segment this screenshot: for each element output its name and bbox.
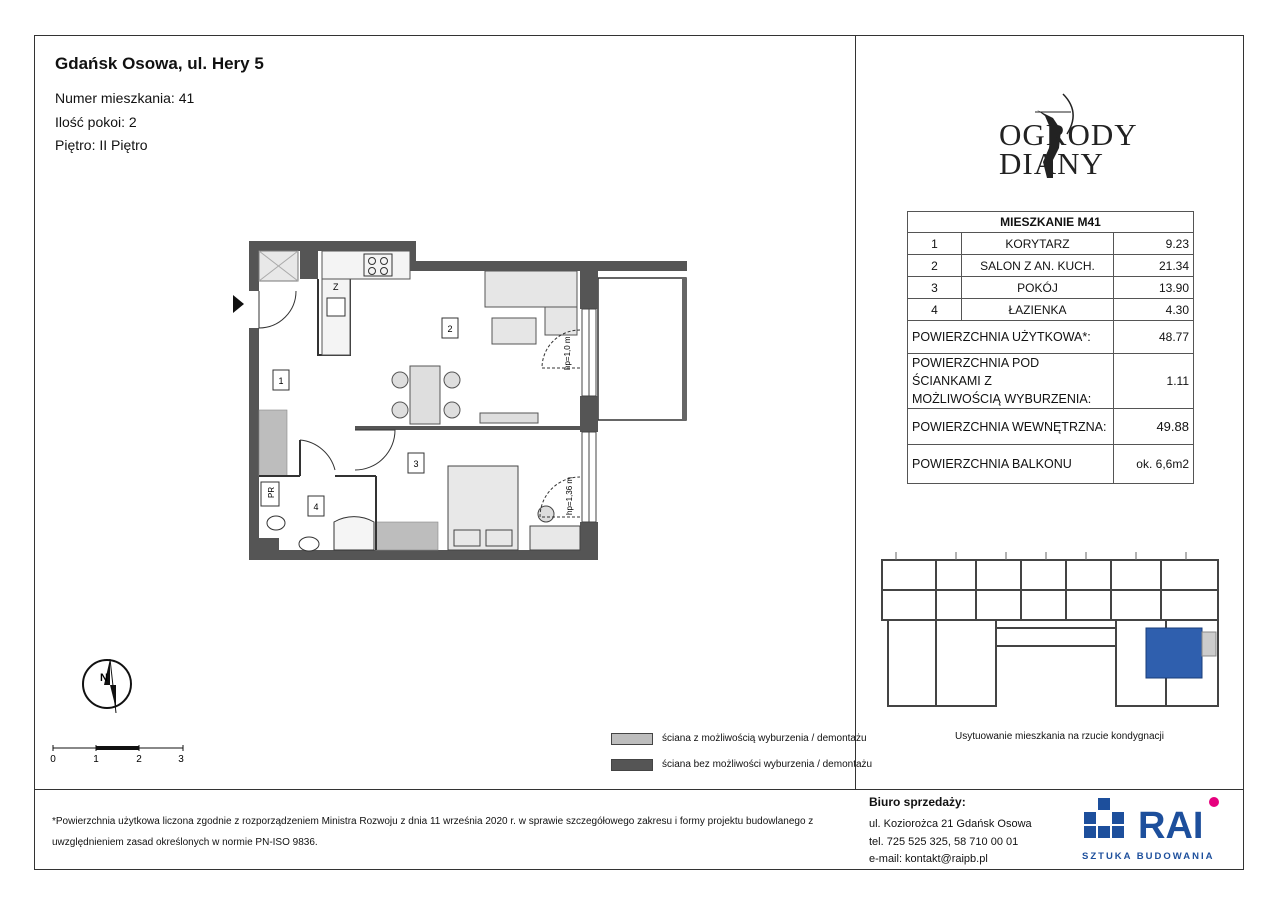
tv-cabinet-icon (480, 413, 538, 423)
internal-area-label: POWIERZCHNIA WEWNĘTRZNA: (908, 409, 1114, 445)
balcony-area-label: POWIERZCHNIA BALKONU (908, 445, 1114, 484)
apartment-number: Numer mieszkania: 41 (55, 90, 195, 106)
room-area: 4.30 (1114, 299, 1194, 321)
room-number-4: 4 (313, 502, 319, 512)
sales-address: ul. Koziorożca 21 Gdańsk Osowa (869, 818, 1032, 830)
scale-tick: 1 (93, 754, 99, 765)
room-name: ŁAZIENKA (962, 299, 1114, 321)
table-row (908, 445, 1194, 484)
address-title: Gdańsk Osowa, ul. Hery 5 (55, 54, 264, 73)
coffee-table-icon (492, 318, 536, 344)
scale-tick: 3 (178, 754, 184, 765)
rai-wordmark: RAI (1138, 805, 1204, 847)
fridge-label: Z (333, 282, 339, 292)
walls-label-line-1: POWIERZCHNIA POD ŚCIANKAMI Z (912, 356, 1040, 388)
rai-logo (1080, 796, 1230, 864)
room-no: 4 (908, 299, 962, 321)
footer-divider (34, 789, 1244, 790)
apartment-highlight (1146, 628, 1202, 678)
entrance-arrow-icon (233, 295, 244, 313)
floor-info: Piętro: II Piętro (55, 137, 148, 153)
bed-icon (448, 466, 518, 550)
room-area: 13.90 (1114, 277, 1194, 299)
footnote: *Powierzchnia użytkowa liczona zgodnie z rozporządzeniem Ministra Rozwoju z dnia 11 września 2020 r. w sprawie szczegółowego zakresu i formy projektu budowlanego z uwzględnieniem zasad określonych w normie PN-ISO 9836. (52, 816, 814, 848)
area-table (907, 211, 1194, 484)
table-row (908, 233, 1194, 255)
entrance-door (259, 291, 296, 328)
column-divider (855, 35, 856, 790)
table-row (908, 277, 1194, 299)
walls-label-line-2: MOŻLIWOŚCIĄ WYBURZENIA: (912, 392, 1092, 406)
table-row (908, 299, 1194, 321)
table-title: MIESZKANIE M41 (908, 212, 1194, 233)
storage-label: PR (267, 486, 276, 498)
walls-area-label (908, 354, 1114, 409)
chair-icon (538, 506, 554, 522)
sink-icon (327, 298, 345, 316)
north-letter: N (100, 672, 108, 684)
scale-bar (50, 740, 195, 766)
table-row (908, 409, 1194, 445)
legend-fixed-swatch (611, 759, 653, 771)
logo-line-2: DIANY (999, 146, 1104, 181)
table-row (908, 255, 1194, 277)
internal-area-value: 49.88 (1114, 409, 1194, 445)
logo-line-1: OGRODY (999, 117, 1138, 152)
balcony-railing (682, 278, 687, 420)
usable-area-value: 48.77 (1114, 321, 1194, 354)
desk-icon (530, 526, 580, 550)
table-row (908, 354, 1194, 409)
room-name: SALON Z AN. KUCH. (962, 255, 1114, 277)
room-number-1: 1 (278, 376, 284, 386)
legend-removable-swatch (611, 733, 653, 745)
sales-heading: Biuro sprzedaży: (869, 795, 966, 809)
sales-email: e-mail: kontakt@raipb.pl (869, 853, 988, 865)
scale-tick: 0 (50, 754, 56, 765)
legend-removable-label: ściana z możliwością wyburzenia / demontażu (662, 733, 867, 744)
walls-area-value: 1.11 (1114, 354, 1194, 409)
room-number-2: 2 (447, 324, 453, 334)
room-no: 3 (908, 277, 962, 299)
height-note-bedroom: hp=1,36 m (565, 476, 574, 515)
room-count: Ilość pokoi: 2 (55, 114, 137, 130)
bathroom-door (300, 440, 335, 470)
toilet-icon (267, 516, 285, 530)
rai-tagline: SZTUKA BUDOWANIA (1082, 851, 1215, 862)
room-name: POKÓJ (962, 277, 1114, 299)
table-row (908, 321, 1194, 354)
balcony-door (542, 330, 580, 368)
usable-area-label: POWIERZCHNIA UŻYTKOWA*: (908, 321, 1114, 354)
legend-fixed-label: ściana bez możliwości wyburzenia / demontażu (662, 759, 873, 770)
scale-tick: 2 (136, 754, 142, 765)
key-plan (876, 546, 1222, 711)
floor-plan (230, 230, 700, 570)
bedroom-door (355, 430, 395, 470)
dining-table-icon (392, 366, 460, 424)
key-plan-caption: Usytuowanie mieszkania na rzucie kondygnacji (955, 731, 1164, 742)
sales-phone: tel. 725 525 325, 58 710 00 01 (869, 836, 1019, 848)
kitchen-counter (322, 251, 410, 279)
room-no: 2 (908, 255, 962, 277)
balcony (598, 278, 686, 420)
room-area: 9.23 (1114, 233, 1194, 255)
room-area: 21.34 (1114, 255, 1194, 277)
room-no: 1 (908, 233, 962, 255)
washbasin-icon (299, 537, 319, 551)
rai-dot-icon (1209, 797, 1219, 807)
height-note-living: hp=1,0 m (563, 336, 572, 370)
north-arrow-icon (80, 657, 136, 719)
room-number-3: 3 (413, 459, 419, 469)
balcony-area-value: ok. 6,6m2 (1114, 445, 1194, 484)
room-name: KORYTARZ (962, 233, 1114, 255)
rai-blocks-icon (1084, 798, 1124, 838)
shower-icon (334, 517, 374, 550)
